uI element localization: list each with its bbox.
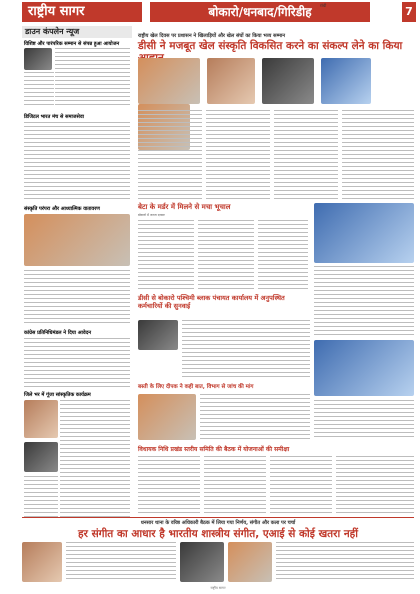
text-lines — [314, 266, 414, 336]
text-lines — [24, 122, 130, 202]
text-lines — [206, 110, 270, 200]
text-lines — [60, 400, 130, 520]
footer: राष्ट्रीय सागर — [210, 586, 226, 590]
left-column — [22, 26, 132, 546]
left-story-title: डिजिटल भारत मंच से समाजसेवा — [24, 114, 84, 120]
text-lines — [24, 72, 54, 108]
bottom-kicker: धनसार थाना के वरिष्ठ अधिकारी बैठक में लिया गया निर्णय, संगीत और कला पर चर्चा — [140, 520, 296, 526]
text-lines — [138, 456, 200, 514]
text-lines — [200, 394, 310, 440]
text-lines — [274, 110, 338, 200]
left-story-title: कांग्रेस प्रतिनिधिमंडल ने दिया आवेदन — [24, 330, 92, 336]
text-lines — [24, 476, 58, 520]
left-photo — [24, 400, 58, 438]
text-lines — [138, 110, 202, 200]
paper-name: राष्ट्रीय सागर — [22, 2, 142, 22]
left-section-head: डाउन कंपलेन न्यूज — [22, 26, 132, 38]
left-story-title: संस्कृति परंपरा और आध्यात्मिक वातावरण — [24, 206, 100, 212]
text-lines — [258, 220, 308, 290]
text-lines — [336, 456, 414, 514]
masthead — [0, 0, 420, 24]
page-number: 7 — [402, 2, 416, 22]
bottom-photo — [228, 542, 272, 582]
sub-headline: बस्ती के लिए दीपक ने कही बात, विभाग से जांच की मांग — [138, 384, 254, 390]
text-lines — [314, 400, 414, 440]
text-lines — [138, 220, 194, 290]
story-photo — [138, 320, 178, 350]
sub-headline: बेटा के मर्डर में मिलने से मचा भूचाल — [138, 203, 231, 211]
left-story-title: विशिष्ट और पारंपरिक सम्मान से संपन्न हुआ आयोजन — [24, 41, 120, 47]
main-photo — [262, 58, 314, 104]
text-lines — [66, 542, 176, 582]
story-photo — [314, 203, 414, 263]
section-divider — [22, 517, 414, 518]
text-lines — [24, 270, 130, 326]
left-photo — [24, 214, 130, 266]
main-kicker: राष्ट्रीय खेल दिवस पर प्रशासन ने खिलाड़ियों और खेल संघों का किया भव्य सम्मान — [138, 33, 286, 39]
bottom-photo — [180, 542, 224, 582]
text-lines — [55, 48, 130, 108]
sub-headline: विधायक निधि प्रखंड स्तरीय समिति की बैठक में योजनाओं की समीक्षा — [138, 446, 290, 453]
main-photo — [207, 58, 255, 104]
main-photo — [138, 58, 200, 104]
main-headline: डीसी ने मजबूत खेल संस्कृति विकसित करने का संकल्प लेने का किया — [138, 40, 403, 52]
story-photo — [314, 340, 414, 396]
left-story-title: जिले भर में गूंजा सांस्कृतिक कार्यक्रम — [24, 392, 91, 398]
edition-title: बोकारो/धनबाद/गिरिडीह — [150, 2, 370, 22]
date-line: रांची — [320, 3, 327, 8]
sub-kicker: बोकारो में जनता दरबार — [138, 213, 165, 217]
sub-headline: डीसी से बोकारो पश्चिमी ब्लाक पंचायत कार्यालय में अनुपस्थित कर्मचारियों की सुनवाई — [138, 294, 285, 310]
bottom-headline: हर संगीत का आधार है भारतीय शास्त्रीय संगीत, एआई से कोई खतरा नहीं — [78, 528, 358, 540]
text-lines — [198, 220, 254, 290]
bottom-photo — [22, 542, 62, 582]
text-lines — [182, 320, 310, 380]
left-photo — [24, 48, 52, 70]
text-lines — [204, 456, 266, 514]
text-lines — [270, 456, 332, 514]
story-photo — [138, 394, 196, 440]
text-lines — [342, 110, 414, 200]
text-lines — [276, 542, 414, 582]
main-photo — [321, 58, 371, 104]
main-photo-row — [138, 58, 414, 104]
left-photo — [24, 442, 58, 472]
text-lines — [24, 338, 130, 388]
